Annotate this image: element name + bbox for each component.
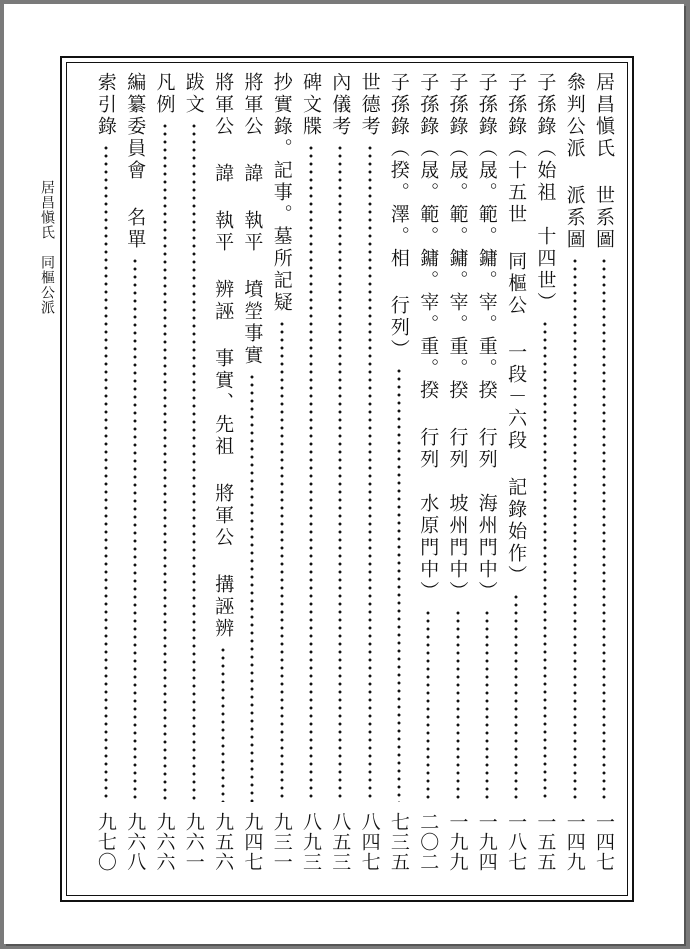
dot-leader [133,257,137,802]
dot-leader [192,122,196,802]
dot-leader [104,144,108,802]
toc-entry[interactable] [384,72,414,888]
toc-entry-title: 子孫錄（晟。範。鏞。宰。重。揆 行列 海州門中） [475,72,498,603]
toc-entry-page-number: 八四七 [358,812,381,872]
toc-entry[interactable] [530,72,560,888]
toc-entry[interactable] [413,72,443,888]
toc-entry-title: 索引錄 [94,72,117,138]
toc-entry[interactable] [355,72,385,888]
toc-entry[interactable] [208,72,238,888]
toc-entry-title: 子孫錄（晟。範。鏞。宰。重。揆 行列 坡州門中） [446,72,469,603]
toc-entry-title: 子孫錄（始祖 十四世） [534,72,557,314]
toc-entry[interactable] [267,72,297,888]
toc-entry[interactable] [472,72,502,888]
toc-entry[interactable] [589,72,619,888]
toc-entry[interactable] [120,72,150,888]
toc-entry-page-number: 八五三 [329,812,352,872]
toc-entry-page-number: 九五六 [212,812,235,872]
toc-entry-page-number: 一九四 [475,812,498,872]
toc-entry-page-number: 九六一 [182,812,205,872]
dot-leader [397,367,401,802]
dot-leader [163,122,167,802]
toc-entry-title: 子孫錄（十五世 同樞公 一段－六段 記錄始作） [505,72,528,587]
toc-entry-title: 碑文牒 [300,72,322,138]
dot-leader [368,144,372,802]
page-sheet [4,4,684,944]
dot-leader [309,144,313,802]
toc-entry-title: 跋文 [182,72,205,116]
toc-entry-page-number: 一五五 [534,812,557,872]
toc-entry-page-number: 九七〇 [94,812,117,872]
toc-entry[interactable] [237,72,267,888]
toc-entry-page-number: 八九三 [300,812,322,872]
dot-leader [221,646,225,802]
toc-entry-page-number: 一四九 [563,812,586,872]
toc-entry-title: 子孫錄（揆。澤。相 行列） [387,72,410,361]
toc-entry-page-number: 一九九 [446,812,469,872]
toc-entry-title: 編纂委員會 名單 [124,72,147,251]
toc-entry-title: 內儀考 [329,72,352,138]
toc-entry[interactable] [91,72,121,888]
toc-entry-page-number: 九六八 [124,812,147,872]
running-header: 居昌愼氏 同樞公派 [39,180,55,315]
dot-leader [602,257,606,802]
toc-entry-title: 將軍公 諱 執平 辨誣 事實、先祖 將軍公 搆誣辨 [212,72,235,640]
dot-leader [338,144,342,802]
toc-entry[interactable] [443,72,473,888]
toc-entry-page-number: 一四七 [593,812,615,872]
dot-leader [514,593,518,802]
dot-leader [456,609,460,802]
toc-entry-title: 子孫錄（晟。範。鏞。宰。重。揆 行列 水原門中） [417,72,440,603]
toc-entry-page-number: 一八七 [505,812,528,872]
dot-leader [573,257,577,802]
toc-entry-title: 將軍公 諱 執平 墳塋事實 [241,72,264,367]
toc-entry[interactable] [296,72,326,888]
dot-leader [485,609,489,802]
toc-entry-title: 叅判公派 派系圖 [563,72,586,251]
toc-entry-page-number: 七三五 [387,812,410,872]
dot-leader [280,320,284,802]
dot-leader [250,373,254,802]
dot-leader [543,320,547,802]
toc-entry-page-number: 九三一 [270,812,293,872]
toc-entry-page-number: 二〇二 [417,812,440,872]
toc-entry[interactable] [325,72,355,888]
toc-entry-title: 凡例 [153,72,176,116]
toc-entry-title: 世德考 [358,72,381,138]
toc-entry-title: 抄實錄。記事。墓所記疑 [270,72,293,314]
toc-entry[interactable] [150,72,180,888]
toc-entry[interactable] [501,72,531,888]
toc-entry-page-number: 九六六 [153,812,176,872]
toc-entry[interactable] [179,72,209,888]
toc-entry[interactable] [560,72,590,888]
toc-entry-page-number: 九四七 [241,812,264,872]
toc-entry-title: 居昌愼氏 世系圖 [593,72,615,251]
dot-leader [426,609,430,802]
